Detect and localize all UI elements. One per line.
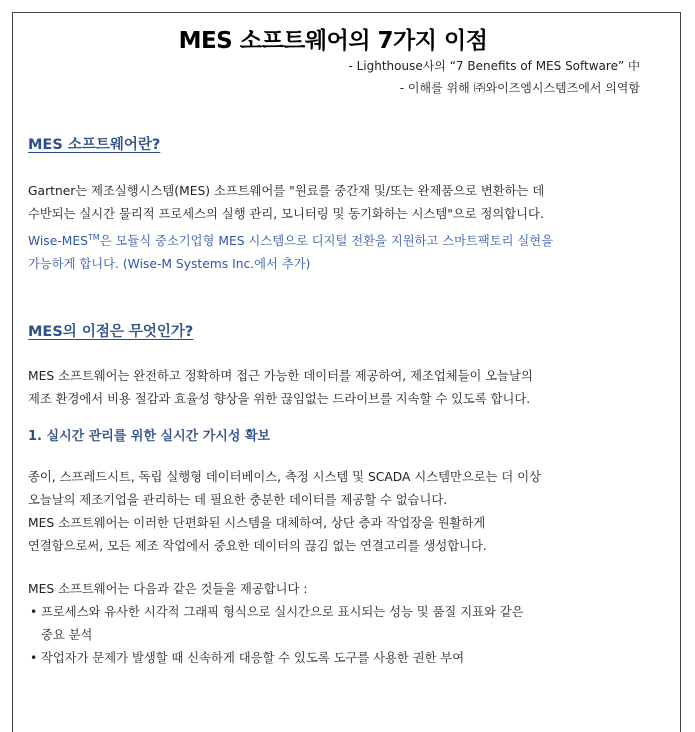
text-line: MES 소프트웨어는 완전하고 정확하며 접근 가능한 데이터를 제공하여, 제조업체들이 오늘날의	[28, 369, 533, 384]
source-line: - 이해를 위해 ㈜와이즈엠시스템즈에서 의역함	[399, 81, 640, 95]
benefit-1-heading: 1. 실시간 관리를 위한 실시간 가시성 확보	[28, 429, 271, 445]
list-item	[28, 647, 638, 670]
text-line: 중요 분석	[41, 628, 93, 643]
text-line: 가능하게 합니다. (Wise-M Systems Inc.에서 추가)	[28, 257, 311, 272]
text-line: 종이, 스프레드시트, 독립 실행형 데이터베이스, 측정 시스템 및 SCADA 시스템만으로는 더 이상	[28, 470, 541, 485]
provides-intro: MES 소프트웨어는 다음과 같은 것들을 제공합니다 :	[28, 582, 308, 597]
source-line: - Lighthouse사의 “7 Benefits of MES Software” 中	[348, 59, 640, 73]
provides-list	[28, 601, 638, 670]
wise-mes-name: Wise-MES	[28, 234, 88, 249]
section-heading-mes-benefits: MES의 이점은 무엇인가?	[28, 324, 194, 341]
text-line: 수반되는 실시간 물리적 프로세스의 실행 관리, 모니터링 및 동기화하는 시스템"으로 정의합니다.	[28, 207, 544, 221]
source-note	[28, 55, 640, 99]
text-line: 프로세스와 유사한 시각적 그래픽 형식으로 실시간으로 표시되는 성능 및 품질 지표와 같은	[41, 605, 524, 620]
document-page	[12, 12, 681, 732]
text-line: MES 소프트웨어는 이러한 단편화된 시스템을 대체하여, 상단 층과 작업장을 원활하게	[28, 516, 486, 531]
text-line: 연결함으로써, 모든 제조 작업에서 중요한 데이터의 끊김 없는 연결고리를 생성합니다.	[28, 539, 487, 554]
wise-mes-note	[28, 226, 638, 253]
wise-mes-text: 은 모듈식 중소기업형 MES 시스템으로 디지털 전환을 지원하고 스마트팩토리 실현을	[99, 234, 554, 249]
bullet-icon: •	[30, 651, 38, 666]
text-line: Gartner는 제조실행시스템(MES) 소프트웨어를 "원료를 중간재 및/또는 완제품으로 변환하는 데	[28, 184, 545, 198]
benefit-1-paragraph	[28, 466, 638, 558]
benefits-intro	[28, 365, 638, 411]
gartner-definition	[28, 180, 638, 276]
list-item	[28, 601, 638, 647]
document-title: MES 소프트웨어의 7가지 이점	[178, 28, 488, 54]
section-heading-what-is-mes: MES 소프트웨어란?	[28, 137, 161, 153]
trademark-mark: TM	[87, 233, 100, 242]
text-line: 제조 환경에서 비용 절감과 효율성 향상을 위한 끊임없는 드라이브를 지속할 수 있도록 합니다.	[28, 392, 531, 407]
bullet-icon: •	[30, 605, 38, 620]
text-line: 작업자가 문제가 발생할 때 신속하게 대응할 수 있도록 도구를 사용한 권한 부여	[41, 651, 465, 666]
text-line: 오늘날의 제조기업을 관리하는 데 필요한 충분한 데이터를 제공할 수 없습니다.	[28, 493, 448, 508]
